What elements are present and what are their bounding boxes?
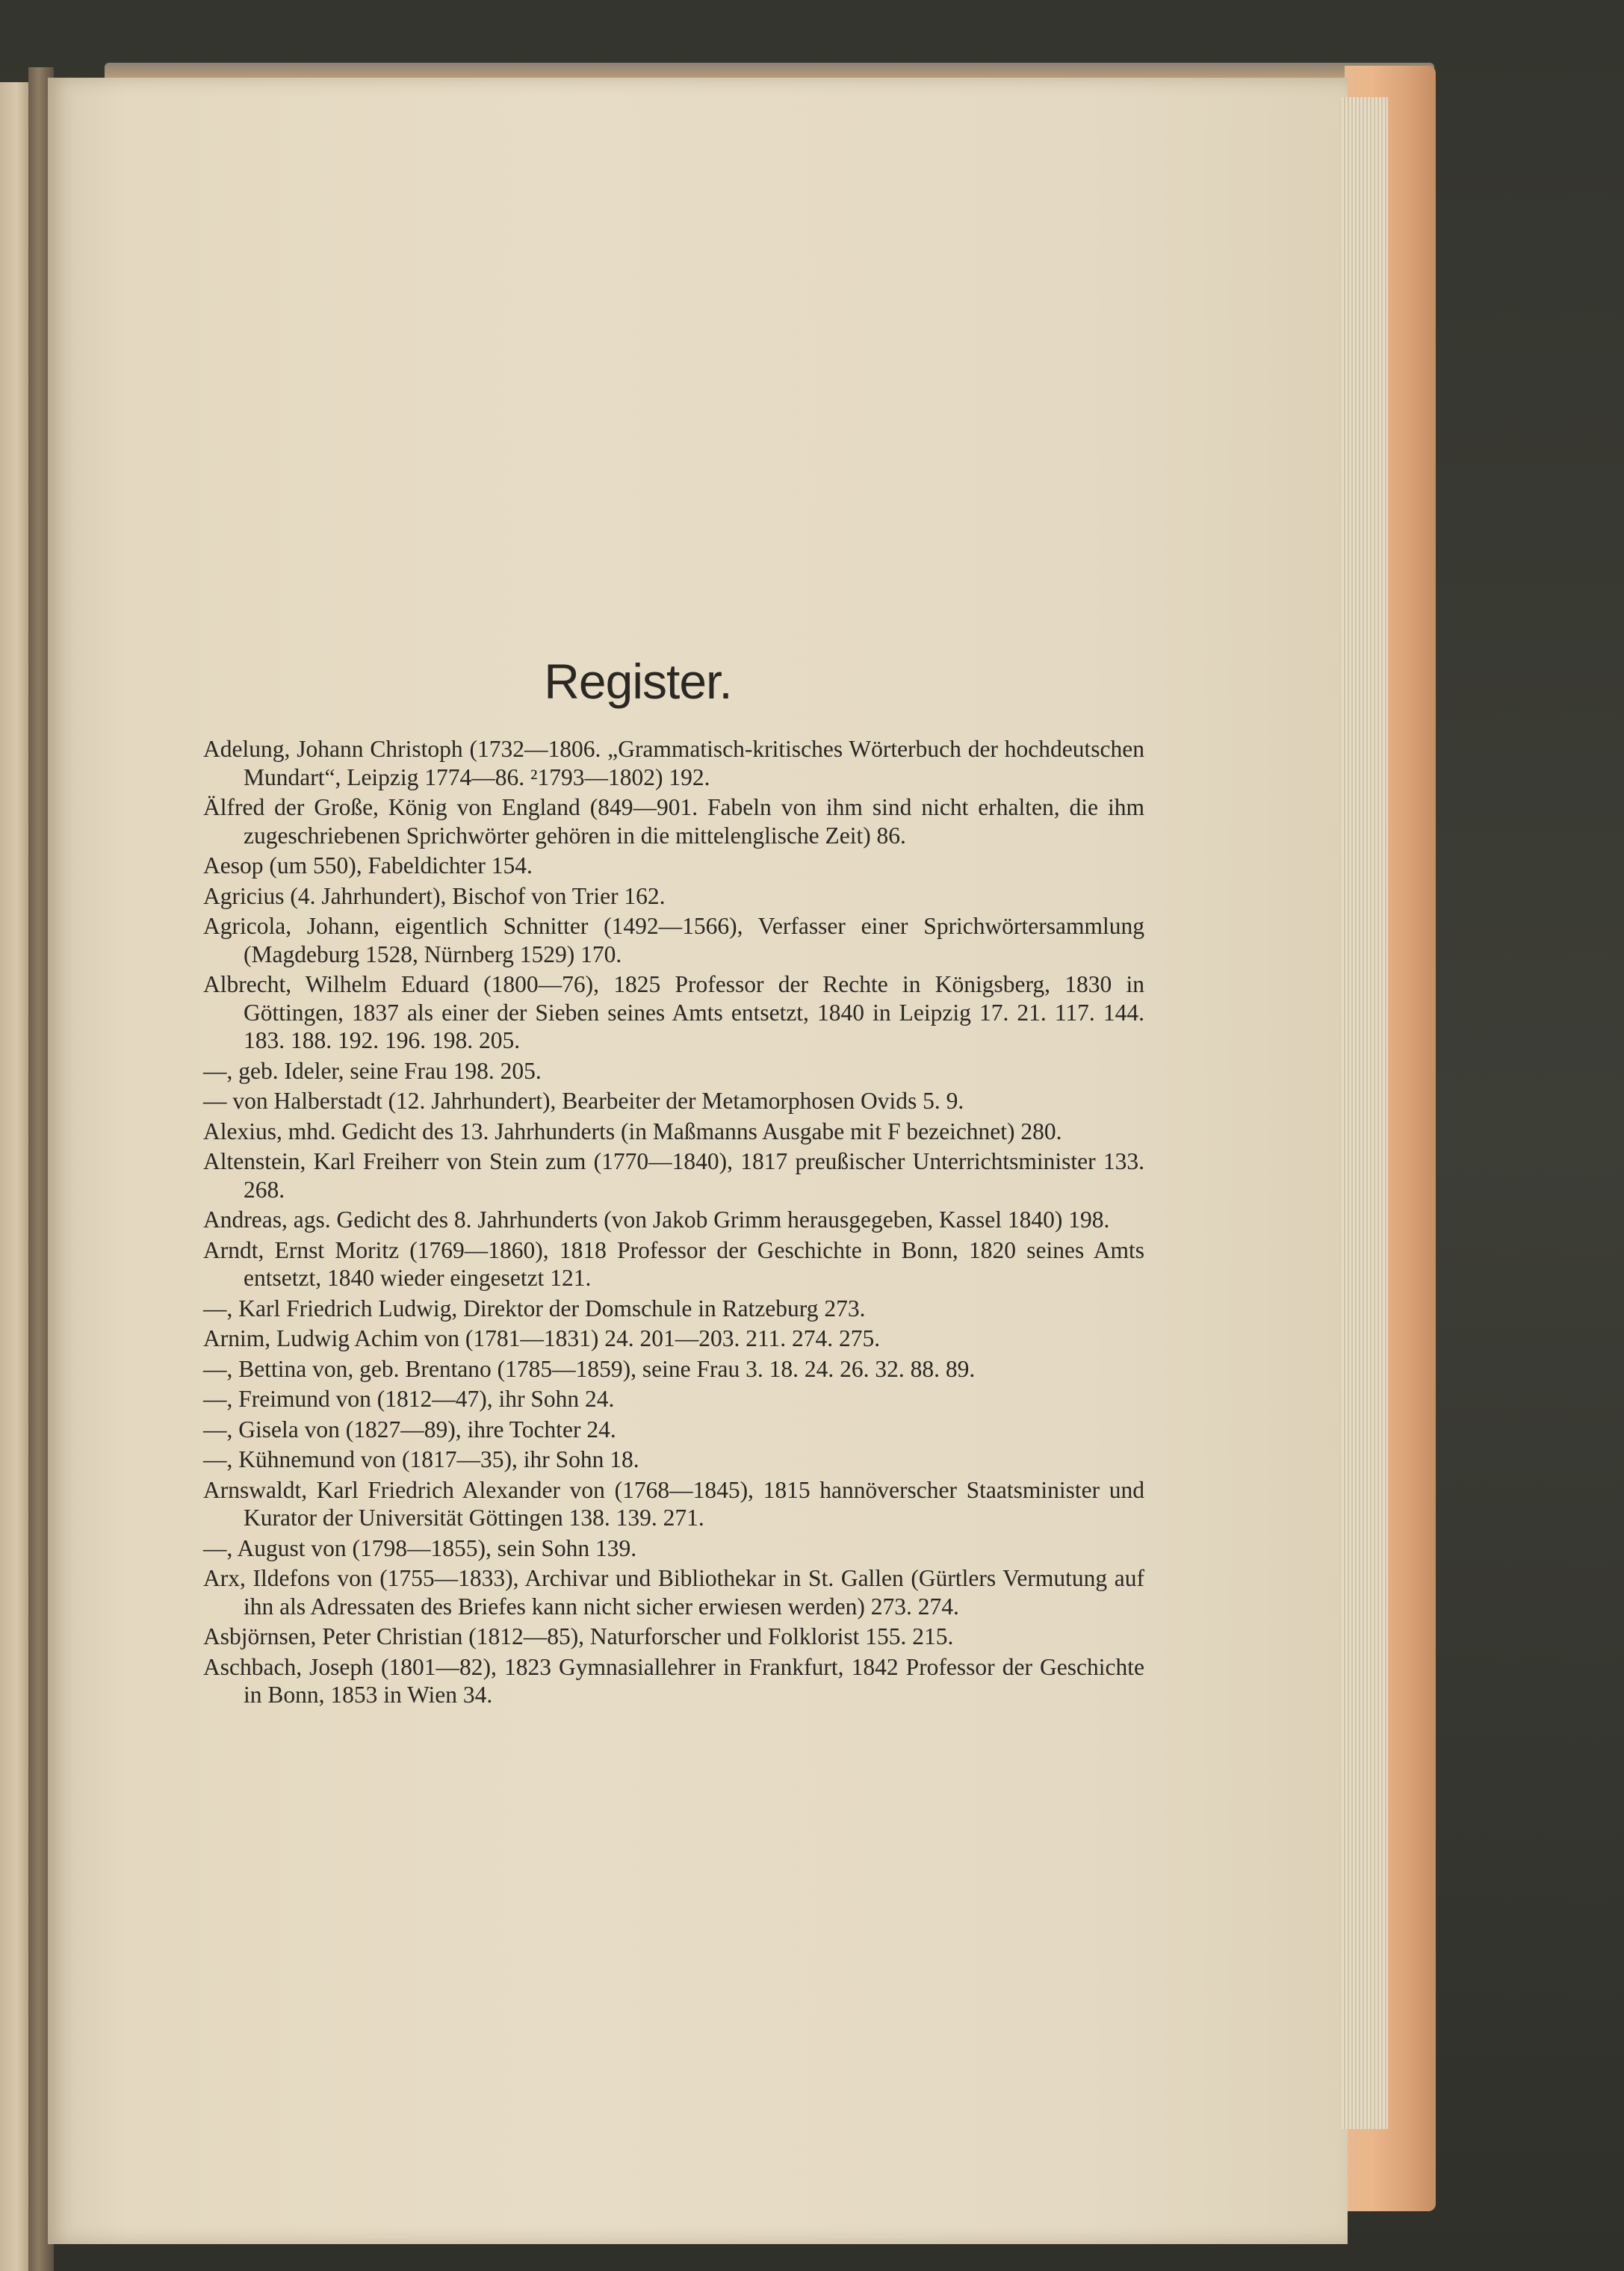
register-entry: — von Halberstadt (12. Jahrhundert), Bearbeiter der Metamorphosen Ovids 5. 9. [203, 1088, 964, 1114]
register-entry: Arnswaldt, Karl Friedrich Alexander von (1768—1845), 1815 hannöverscher Staatsminister und Kurator der Universität Göttingen 138. 139. 271. [203, 1476, 1144, 1531]
register-entry: —, Kühnemund von (1817—35), ihr Sohn 18. [203, 1446, 639, 1472]
register-entry: Asbjörnsen, Peter Christian (1812—85), Naturforscher und Folklorist 155. 215. [203, 1623, 954, 1649]
register-entry: —, August von (1798—1855), sein Sohn 139. [203, 1534, 637, 1561]
register-entry: Agricola, Johann, eigentlich Schnitter (1492—1566), Verfasser einer Sprichwörtersammlung (Magdeburg 1528, Nürnberg 1529) 170. [203, 913, 1144, 967]
register-entry: —, Karl Friedrich Ludwig, Direktor der Domschule in Ratzeburg 273. [203, 1295, 866, 1322]
page-title: Register. [544, 654, 732, 709]
register-entry: Arndt, Ernst Moritz (1769—1860), 1818 Professor der Geschichte in Bonn, 1820 seines Amts entsetzt, 1840 wieder eingesetzt 121. [203, 1236, 1144, 1291]
register-entry: —, Bettina von, geb. Brentano (1785—1859), seine Frau 3. 18. 24. 26. 32. 88. 89. [203, 1355, 976, 1382]
register-entry: Aschbach, Joseph (1801—82), 1823 Gymnasiallehrer in Frankfurt, 1842 Professor der Geschichte in Bonn, 1853 in Wien 34. [203, 1653, 1144, 1708]
register-entry: —, geb. Ideler, seine Frau 198. 205. [203, 1057, 542, 1084]
register-entry: —, Gisela von (1827—89), ihre Tochter 24. [203, 1416, 616, 1443]
facing-page-edge [0, 82, 28, 2271]
register-entry-list [203, 735, 1144, 1711]
page-stack-edges [1342, 97, 1388, 2129]
book-page [48, 78, 1348, 2244]
register-entry: Alexius, mhd. Gedicht des 13. Jahrhunderts (in Maßmanns Ausgabe mit F bezeichnet) 280. [203, 1118, 1062, 1144]
register-entry: Arnim, Ludwig Achim von (1781—1831) 24. 201—203. 211. 274. 275. [203, 1325, 881, 1351]
register-entry: Adelung, Johann Christoph (1732—1806. „Grammatisch-kritisches Wörterbuch der hochdeutschen Mundart“, Leipzig 1774—86. ²1793—1802) 192. [203, 736, 1144, 790]
register-entry: —, Freimund von (1812—47), ihr Sohn 24. [203, 1386, 615, 1412]
register-entry: Andreas, ags. Gedicht des 8. Jahrhunderts (von Jakob Grimm herausgegeben, Kassel 1840) 198. [203, 1206, 1110, 1233]
register-entry: Altenstein, Karl Freiherr von Stein zum (1770—1840), 1817 preußischer Unterrichtsminister 133. 268. [203, 1148, 1144, 1203]
register-entry: Albrecht, Wilhelm Eduard (1800—76), 1825 Professor der Rechte in Königsberg, 1830 in Göttingen, 1837 als einer der Sieben seines Amts entsetzt, 1840 in Leipzig 17. 21. 117. 144. 183. 188. 192. 196. 198. 205. [203, 971, 1144, 1053]
register-entry: Älfred der Große, König von England (849—901. Fabeln von ihm sind nicht erhalten, die ihm zugeschriebenen Sprichwörter gehören in die mittelenglische Zeit) 86. [203, 794, 1144, 849]
register-entry: Aesop (um 550), Fabeldichter 154. [203, 852, 533, 879]
register-entry: Arx, Ildefons von (1755—1833), Archivar und Bibliothekar in St. Gallen (Gürtlers Vermutung auf ihn als Adressaten des Briefes kann nicht sicher erwiesen werden) 273. 274. [203, 1565, 1144, 1620]
register-entry: Agricius (4. Jahrhundert), Bischof von Trier 162. [203, 882, 666, 909]
